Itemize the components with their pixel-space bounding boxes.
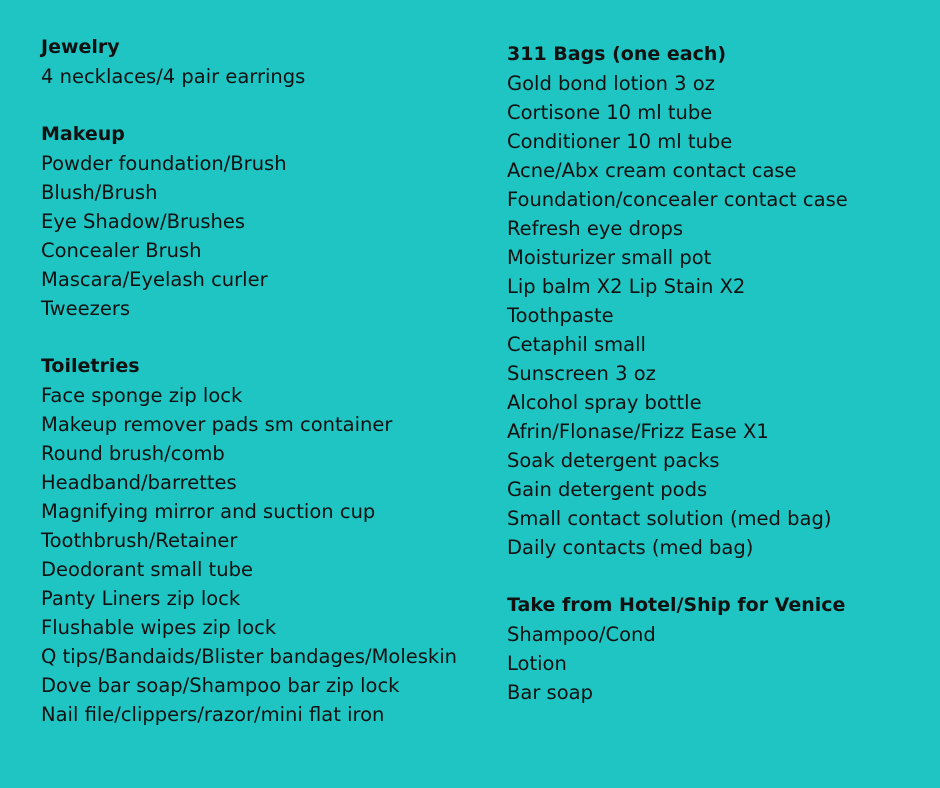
list-item: 4 necklaces/4 pair earrings [41, 65, 306, 88]
right-column [507, 40, 848, 736]
list-item: Deodorant small tube [41, 558, 253, 581]
list-item: Bar soap [507, 681, 593, 704]
list-item: Shampoo/Cond [507, 623, 656, 646]
section-take-from-hotel [507, 591, 848, 707]
list-item: Round brush/comb [41, 442, 225, 465]
section-311-bags [507, 40, 848, 562]
list-item: Daily contacts (med bag) [507, 536, 754, 559]
list-item: Foundation/concealer contact case [507, 188, 848, 211]
list-item: Cortisone 10 ml tube [507, 101, 713, 124]
section-heading: Makeup [41, 123, 125, 145]
section-heading: Toiletries [41, 355, 140, 377]
list-item: Face sponge zip lock [41, 384, 243, 407]
section-heading: Jewelry [41, 36, 120, 58]
list-item: Headband/barrettes [41, 471, 237, 494]
list-item: Tweezers [41, 297, 131, 320]
list-item: Makeup remover pads sm container [41, 413, 393, 436]
list-item: Blush/Brush [41, 181, 158, 204]
section-toiletries [41, 352, 457, 729]
list-item: Concealer Brush [41, 239, 202, 262]
list-item: Gold bond lotion 3 oz [507, 72, 715, 95]
list-item: Cetaphil small [507, 333, 646, 356]
left-column [41, 33, 457, 758]
list-item: Refresh eye drops [507, 217, 684, 240]
list-item: Mascara/Eyelash curler [41, 268, 268, 291]
list-item: Soak detergent packs [507, 449, 720, 472]
list-item: Acne/Abx cream contact case [507, 159, 797, 182]
list-item: Alcohol spray bottle [507, 391, 702, 414]
list-item: Conditioner 10 ml tube [507, 130, 733, 153]
section-heading: 311 Bags (one each) [507, 43, 727, 65]
list-item: Toothbrush/Retainer [41, 529, 238, 552]
section-heading: Take from Hotel/Ship for Venice [507, 594, 846, 616]
list-item: Lotion [507, 652, 567, 675]
list-item: Sunscreen 3 oz [507, 362, 656, 385]
list-item: Flushable wipes zip lock [41, 616, 277, 639]
list-item: Gain detergent pods [507, 478, 708, 501]
list-item: Eye Shadow/Brushes [41, 210, 245, 233]
list-item: Nail file/clippers/razor/mini flat iron [41, 703, 385, 726]
list-item: Lip balm X2 Lip Stain X2 [507, 275, 746, 298]
list-item: Panty Liners zip lock [41, 587, 241, 610]
list-item: Toothpaste [507, 304, 614, 327]
list-item: Q tips/Bandaids/Blister bandages/Moleskin [41, 645, 458, 668]
list-item: Small contact solution (med bag) [507, 507, 832, 530]
list-item: Magnifying mirror and suction cup [41, 500, 376, 523]
list-item: Dove bar soap/Shampoo bar zip lock [41, 674, 400, 697]
section-makeup [41, 120, 457, 323]
section-jewelry [41, 33, 457, 91]
list-item: Powder foundation/Brush [41, 152, 287, 175]
list-item: Afrin/Flonase/Frizz Ease X1 [507, 420, 769, 443]
list-item: Moisturizer small pot [507, 246, 712, 269]
